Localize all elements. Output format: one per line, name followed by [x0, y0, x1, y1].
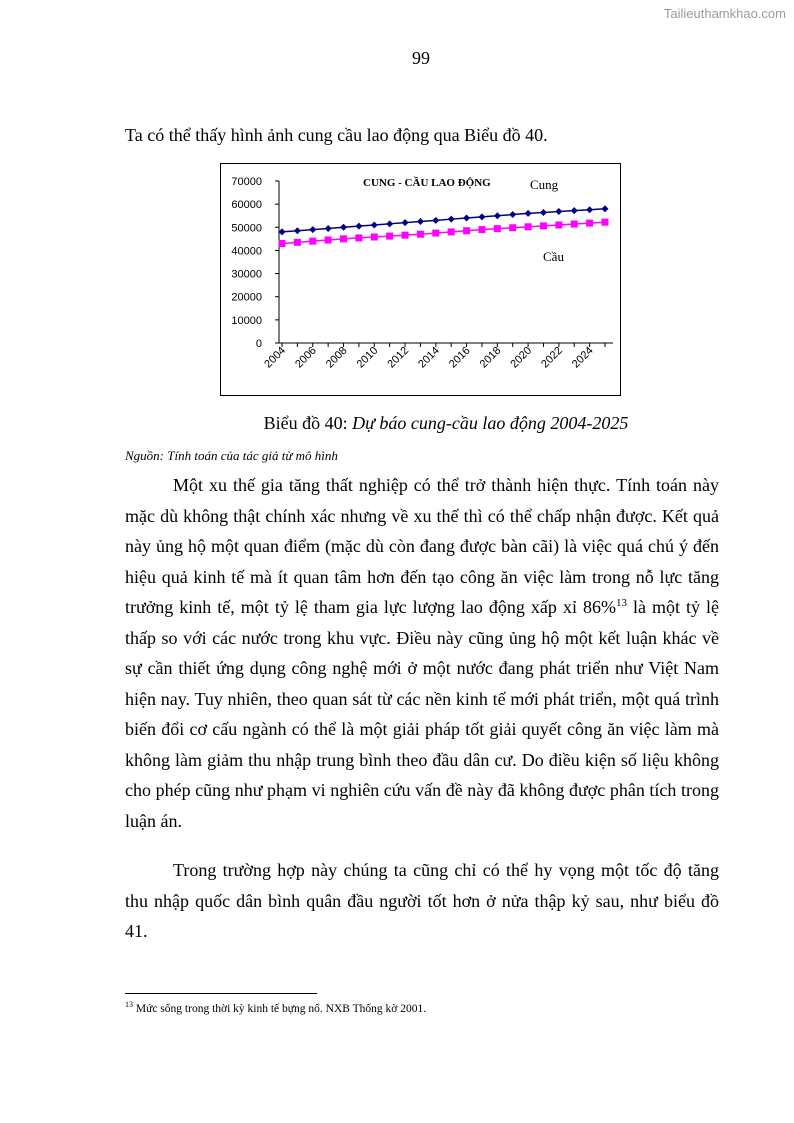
data-point-supply [371, 221, 378, 228]
footnote-divider [125, 993, 317, 994]
supply-demand-chart [221, 164, 620, 395]
data-point-supply [571, 207, 578, 214]
footnote [125, 1000, 427, 1015]
paragraph-2 [125, 855, 719, 947]
data-point-supply [417, 218, 424, 225]
data-point-supply [602, 205, 609, 212]
intro-sentence: Ta có thể thấy hình ảnh cung cầu lao động qua Biểu đồ 40. [125, 125, 548, 145]
data-point-demand [602, 219, 609, 226]
figure-caption [0, 413, 794, 434]
x-tick-label: 2008 [323, 344, 350, 371]
data-point-demand [586, 220, 593, 227]
data-point-demand [555, 221, 562, 228]
data-point-demand [386, 233, 393, 240]
footnote-text: Mức sống trong thời kỳ kinh tế bựng nổ. NXB Thống kờ 2001. [133, 1003, 427, 1015]
data-point-supply [279, 228, 286, 235]
y-tick-label: 50000 [231, 222, 262, 235]
y-tick-label: 30000 [231, 268, 262, 281]
data-point-demand [309, 238, 316, 245]
data-point-demand [540, 222, 547, 229]
data-point-demand [417, 231, 424, 238]
figure-source: Nguồn: Tính toán của tác giả từ mô hình [125, 448, 338, 463]
x-tick-label: 2014 [416, 344, 442, 371]
y-tick-label: 40000 [231, 245, 262, 258]
data-point-demand [432, 230, 439, 237]
y-tick-label: 60000 [231, 199, 262, 212]
data-point-demand [525, 223, 532, 230]
page-number: 99 [412, 48, 430, 68]
series-label-demand: Cầu [543, 249, 564, 264]
data-point-demand [325, 237, 332, 244]
paragraph-1-text-a: Một xu thế gia tăng thất nghiệp có thể trở thành hiện thực. Tính toán này mặc dù không thật chính xác nhưng về xu thế thì có thể chấp nhận được. Kết quả này ủng hộ một quan điểm (mặc dù còn đang được bàn cãi) là việc quá chú ý đến hiệu quả kinh tế mà ít quan tâm hơn đến tạo công ăn việc làm trong nỗ lực tăng trưởng kinh tế, một tỷ lệ tham gia lực lượng lao động xấp xỉ 86% [125, 475, 719, 617]
data-point-supply [463, 215, 470, 222]
data-point-supply [432, 217, 439, 224]
data-point-demand [494, 225, 501, 232]
data-point-supply [586, 206, 593, 213]
paragraph-1 [125, 470, 719, 836]
data-point-supply [525, 210, 532, 217]
data-point-demand [279, 240, 286, 247]
watermark: Tailieuthamkhao.com [663, 6, 786, 21]
data-point-supply [509, 211, 516, 218]
data-point-demand [294, 239, 301, 246]
y-tick-label: 70000 [231, 176, 262, 188]
x-tick-label: 2010 [354, 344, 381, 371]
caption-prefix: Biểu đồ 40: [263, 413, 353, 433]
data-point-demand [448, 228, 455, 235]
x-tick-label: 2018 [477, 344, 504, 371]
chart-frame [220, 163, 621, 396]
data-point-supply [402, 219, 409, 226]
data-point-supply [448, 216, 455, 223]
data-point-supply [294, 227, 301, 234]
series-label-supply: Cung [530, 177, 559, 192]
x-tick-label: 2016 [446, 344, 473, 371]
data-point-demand [478, 226, 485, 233]
x-tick-label: 2024 [569, 344, 596, 371]
data-point-supply [325, 225, 332, 232]
data-point-supply [555, 208, 562, 215]
paragraph-2-text: Trong trường hợp này chúng ta cũng chỉ có thể hy vọng một tốc độ tăng thu nhập quốc dân bình quân đầu người tốt hơn ở nửa thập kỷ sau, như biểu đồ 41. [125, 860, 719, 941]
footnote-reference: 13 [615, 597, 627, 609]
x-tick-label: 2006 [293, 344, 319, 371]
caption-title: Dự báo cung-cầu lao động 2004-2025 [352, 413, 629, 433]
data-point-demand [371, 234, 378, 241]
data-point-demand [355, 234, 362, 241]
y-tick-label: 10000 [231, 314, 262, 327]
data-point-demand [509, 224, 516, 231]
data-point-supply [494, 212, 501, 219]
data-point-supply [540, 209, 547, 216]
data-point-supply [478, 213, 485, 220]
x-tick-label: 2012 [385, 344, 412, 371]
x-tick-label: 2020 [508, 344, 535, 371]
y-tick-label: 0 [255, 338, 262, 350]
x-tick-label: 2022 [539, 344, 565, 371]
data-point-demand [402, 232, 409, 239]
chart-title: CUNG - CẦU LAO ĐỘNG [363, 177, 491, 189]
data-point-supply [355, 223, 362, 230]
y-tick-label: 20000 [231, 291, 262, 304]
data-point-supply [309, 226, 316, 233]
x-tick-label: 2004 [262, 344, 289, 371]
data-point-supply [340, 224, 347, 231]
data-point-demand [340, 235, 347, 242]
paragraph-1-text-b: là một tỷ lệ thấp so với các nước trong khu vực. Điều này cũng ủng hộ một kết luận khác về sự cần thiết ứng dụng công nghệ mới ở một nước đang phát triển như Việt Nam hiện nay. Tuy nhiên, theo quan sát từ các nền kinh tế mới phát triển, một quá trình biến đổi cơ cấu ngành có thể là một giải pháp tốt giải quyết công ăn việc làm mà không làm giảm thu nhập trung bình theo đầu dân cư. Do điều kiện số liệu không cho phép cũng như phạm vi nghiên cứu vấn đề này đã không được phân tích trong luận án. [125, 597, 719, 831]
footnote-number: 13 [125, 1000, 133, 1010]
data-point-supply [386, 220, 393, 227]
data-point-demand [463, 227, 470, 234]
data-point-demand [571, 221, 578, 228]
